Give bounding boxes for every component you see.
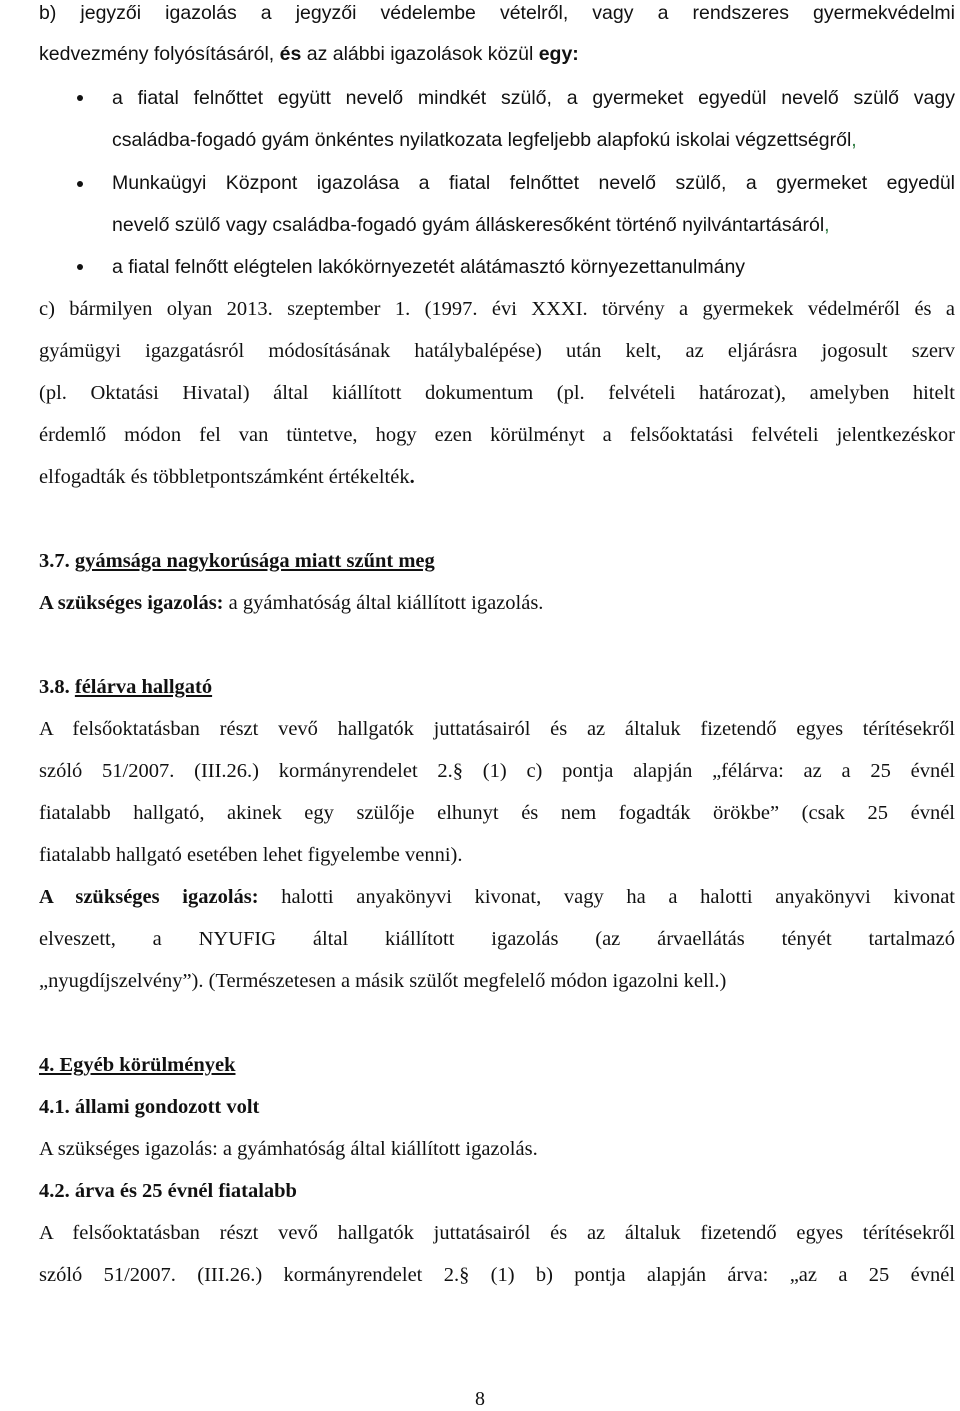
para-c-text: c) bármilyen olyan 2013. szeptember 1.: [39, 298, 425, 320]
section-number: 3.8.: [39, 676, 70, 698]
section-4-2-line-1: A felsőoktatásban részt vevő hallgatók juttatásairól és az általuk fizetendő egyes térítésekről: [39, 1222, 955, 1244]
page-number: 8: [475, 1388, 485, 1410]
bullet-dot-2: [77, 181, 83, 187]
para-c-period: .: [409, 466, 415, 488]
section-number: 4.1.: [39, 1096, 70, 1118]
section-3-7-heading: [39, 551, 435, 572]
bullet-1-line-2: [112, 129, 857, 152]
section-4-heading: 4. Egyéb körülmények: [39, 1054, 236, 1076]
requirement-text: a gyámhatóság által kiállított igazolás.: [223, 592, 544, 614]
para-c-text-5: elfogadták és többletpontszámként értékelték: [39, 466, 410, 488]
section-4-2-heading: [39, 1181, 297, 1202]
intro-line-2: [39, 45, 579, 65]
bullet-dot-1: [77, 95, 83, 101]
section-3-8-line-4: fiatalabb hallgató esetében lehet figyelembe venni).: [39, 844, 463, 866]
section-3-8-line-2: szóló 51/2007. (III.26.) kormányrendelet 2.§ (1) c) pontja alapján „félárva: az a 25 évnél: [39, 760, 955, 782]
intro-text-2: az alábbi igazolások közül: [301, 43, 539, 65]
section-3-8-line-7: „nyugdíjszelvény”). (Természetesen a másik szülőt megfelelő módon igazolni kell.): [39, 970, 727, 992]
section-3-8-heading: [39, 677, 212, 698]
intro-text: kedvezmény folyósításáról,: [39, 43, 280, 65]
intro-emphasis-one: egy:: [538, 43, 579, 65]
para-c-line-5: [39, 467, 415, 488]
section-title: állami gondozott volt: [74, 1096, 260, 1118]
para-c-line-4: érdemlő módon fel van tüntetve, hogy ezen körülményt a felsőoktatási felvételi jelentkezéskor: [39, 424, 955, 446]
bullet-dot-3: [77, 264, 83, 270]
section-4-2-line-2: szóló 51/2007. (III.26.) kormányrendelet 2.§ (1) b) pontja alapján árva: „az a 25 évnél: [39, 1264, 955, 1286]
para-c-line-3: (pl. Oktatási Hivatal) által kiállított dokumentum (pl. felvételi határozat), amelyben hitelt: [39, 382, 955, 404]
section-3-8-requirement: [39, 887, 955, 908]
para-c-line-2: gyámügyi igazgatásról módosításának hatálybalépése) után kelt, az eljárásra jogosult szerv: [39, 340, 955, 362]
bullet-2-text: nevelő szülő vagy családba-fogadó gyám álláskeresőként történő nyilvántartásáról: [112, 214, 825, 236]
requirement-label: A szükséges igazolás:: [39, 886, 259, 908]
bullet-3-line-1: a fiatal felnőtt elégtelen lakókörnyezetét alátámasztó környezettanulmány: [112, 256, 746, 278]
bullet-1-text: családba-fogadó gyám önkéntes nyilatkozata legfeljebb alapfokú iskolai végzettségről: [112, 129, 852, 151]
section-3-7-requirement: [39, 593, 543, 614]
bullet-2-comma: ,: [824, 214, 830, 236]
para-c-text-2: (1997. évi XXXI. törvény a gyermekek védelméről és a: [424, 298, 955, 320]
section-number: 3.7.: [39, 550, 70, 572]
section-title: árva és 25 évnél fiatalabb: [74, 1180, 297, 1202]
bullet-1-comma: ,: [851, 129, 857, 151]
section-4-1-text: A szükséges igazolás: a gyámhatóság által kiállított igazolás.: [39, 1138, 538, 1160]
section-4-1-heading: [39, 1097, 259, 1118]
requirement-label: A szükséges igazolás:: [39, 592, 224, 614]
bullet-2-line-2: [112, 214, 830, 237]
section-title: gyámsága nagykorúsága miatt szűnt meg: [74, 550, 435, 572]
requirement-text: halotti anyakönyvi kivonat, vagy ha a halotti anyakönyvi kivonat: [258, 886, 955, 908]
bullet-2-line-1: Munkaügyi Központ igazolása a fiatal felnőttet nevelő szülő, a gyermeket egyedül: [112, 172, 955, 194]
intro-line-1: b) jegyzői igazolás a jegyzői védelembe vételről, vagy a rendszeres gyermekvédelmi: [39, 2, 955, 24]
para-c-line-1: [39, 299, 955, 320]
section-number: 4.2.: [39, 1180, 70, 1202]
section-3-8-line-1: A felsőoktatásban részt vevő hallgatók juttatásairól és az általuk fizetendő egyes térítésekről: [39, 718, 955, 740]
intro-emphasis-and: és: [279, 43, 302, 65]
section-3-8-line-3: fiatalabb hallgató, akinek egy szülője elhunyt és nem fogadták örökbe” (csak 25 évnél: [39, 802, 955, 824]
section-title: félárva hallgató: [74, 676, 213, 698]
section-3-8-line-6: elveszett, a NYUFIG által kiállított igazolás (az árvaellátás tényét tartalmazó: [39, 928, 955, 950]
bullet-1-line-1: a fiatal felnőttet együtt nevelő mindkét szülő, a gyermeket egyedül nevelő szülő vagy: [112, 87, 955, 109]
